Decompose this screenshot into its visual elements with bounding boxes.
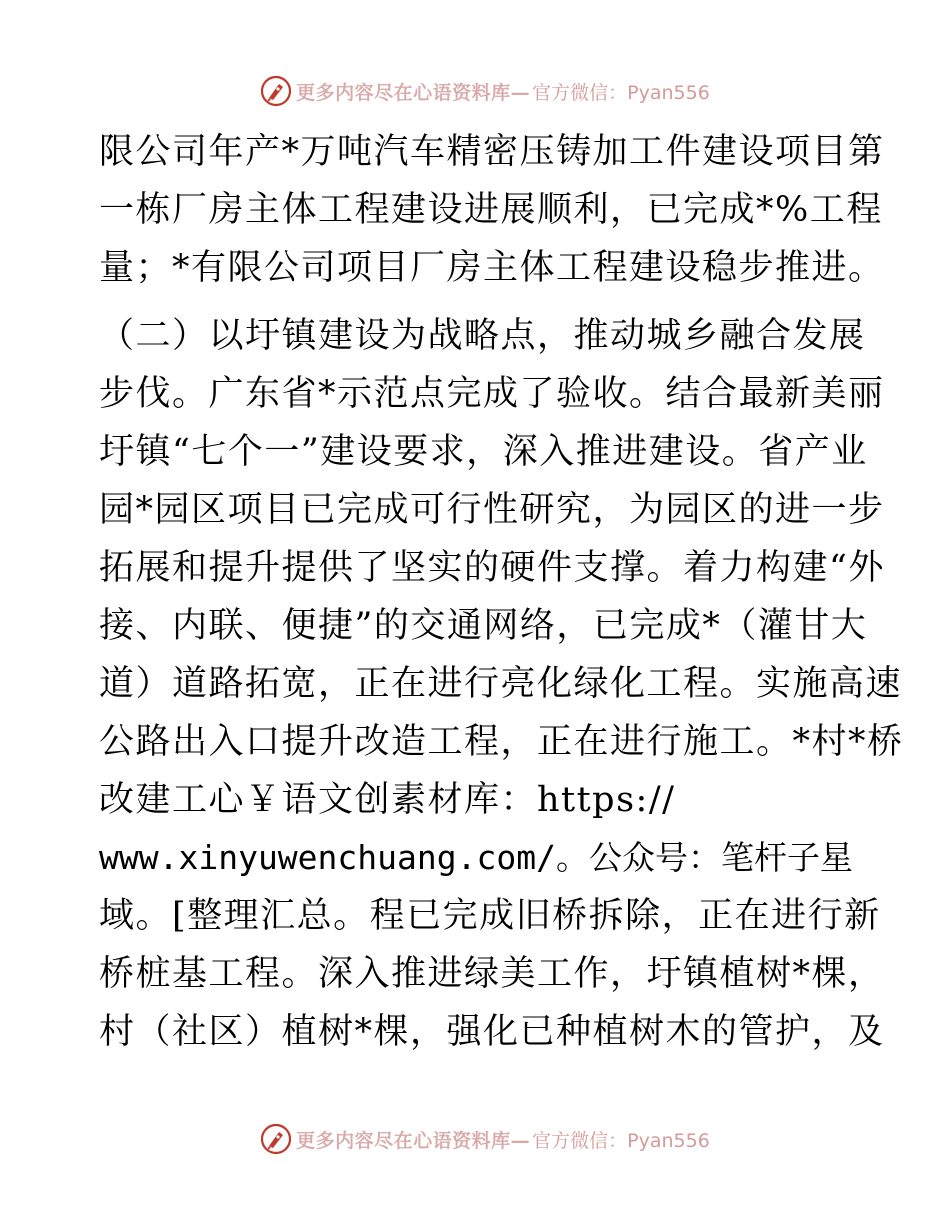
url-text-line: www.xinyuwenchuang.com/。公众号：笔杆子星 [99,838,853,877]
footer-banner-content [260,1123,710,1155]
banner-title: 更多内容尽在心语资料库— [296,81,531,104]
text-line: 公路出入口提升改造工程，正在进行施工。*村*桥 [99,722,904,762]
banner-wechat: 官方微信：Pyan556 [532,1129,710,1152]
text-line: 步伐。广东省*示范点完成了验收。结合最新美丽 [99,374,885,414]
text-line: 改建工心￥语文创素材库：https:// [99,780,676,820]
text-line: 拓展和提升提供了坚实的硬件支撑。着力构建“外 [99,548,885,588]
document-body [99,123,904,1061]
text-line: 园*园区项目已完成可行性研究，为园区的进一步 [99,490,885,530]
pen-nib-logo-icon [260,1123,292,1155]
paragraph-1 [99,123,885,297]
text-line: 村（社区）植树*棵，强化已种植树木的管护，及 [99,1012,885,1052]
text-line: 域。[整理汇总。程已完成旧桥拆除，正在进行新 [99,896,881,936]
text-line: 接、内联、便捷”的交通网络，已完成*（灌甘大 [99,606,868,646]
pen-nib-logo-icon [260,75,292,107]
text-line: 道）道路拓宽，正在进行亮化绿化工程。实施高速 [99,664,903,704]
paragraph-2 [99,307,904,1061]
footer-banner [0,1119,950,1159]
text-line: 圩镇“七个一”建设要求，深入推进建设。省产业 [99,432,868,472]
text-line: 桥桩基工程。深入推进绿美工作，圩镇植树*棵， [99,954,885,994]
header-banner [0,71,950,111]
text-line: 量；*有限公司项目厂房主体工程建设稳步推进。 [99,248,885,288]
banner-wechat: 官方微信：Pyan556 [532,81,710,104]
text-line: 一栋厂房主体工程建设进展顺利，已完成*%工程 [99,190,883,230]
text-line: 限公司年产*万吨汽车精密压铸加工件建设项目第 [99,132,885,172]
text-line: （二）以圩镇建设为战略点，推动城乡融合发展 [99,316,866,356]
header-banner-content [260,75,710,107]
banner-title: 更多内容尽在心语资料库— [296,1129,531,1152]
